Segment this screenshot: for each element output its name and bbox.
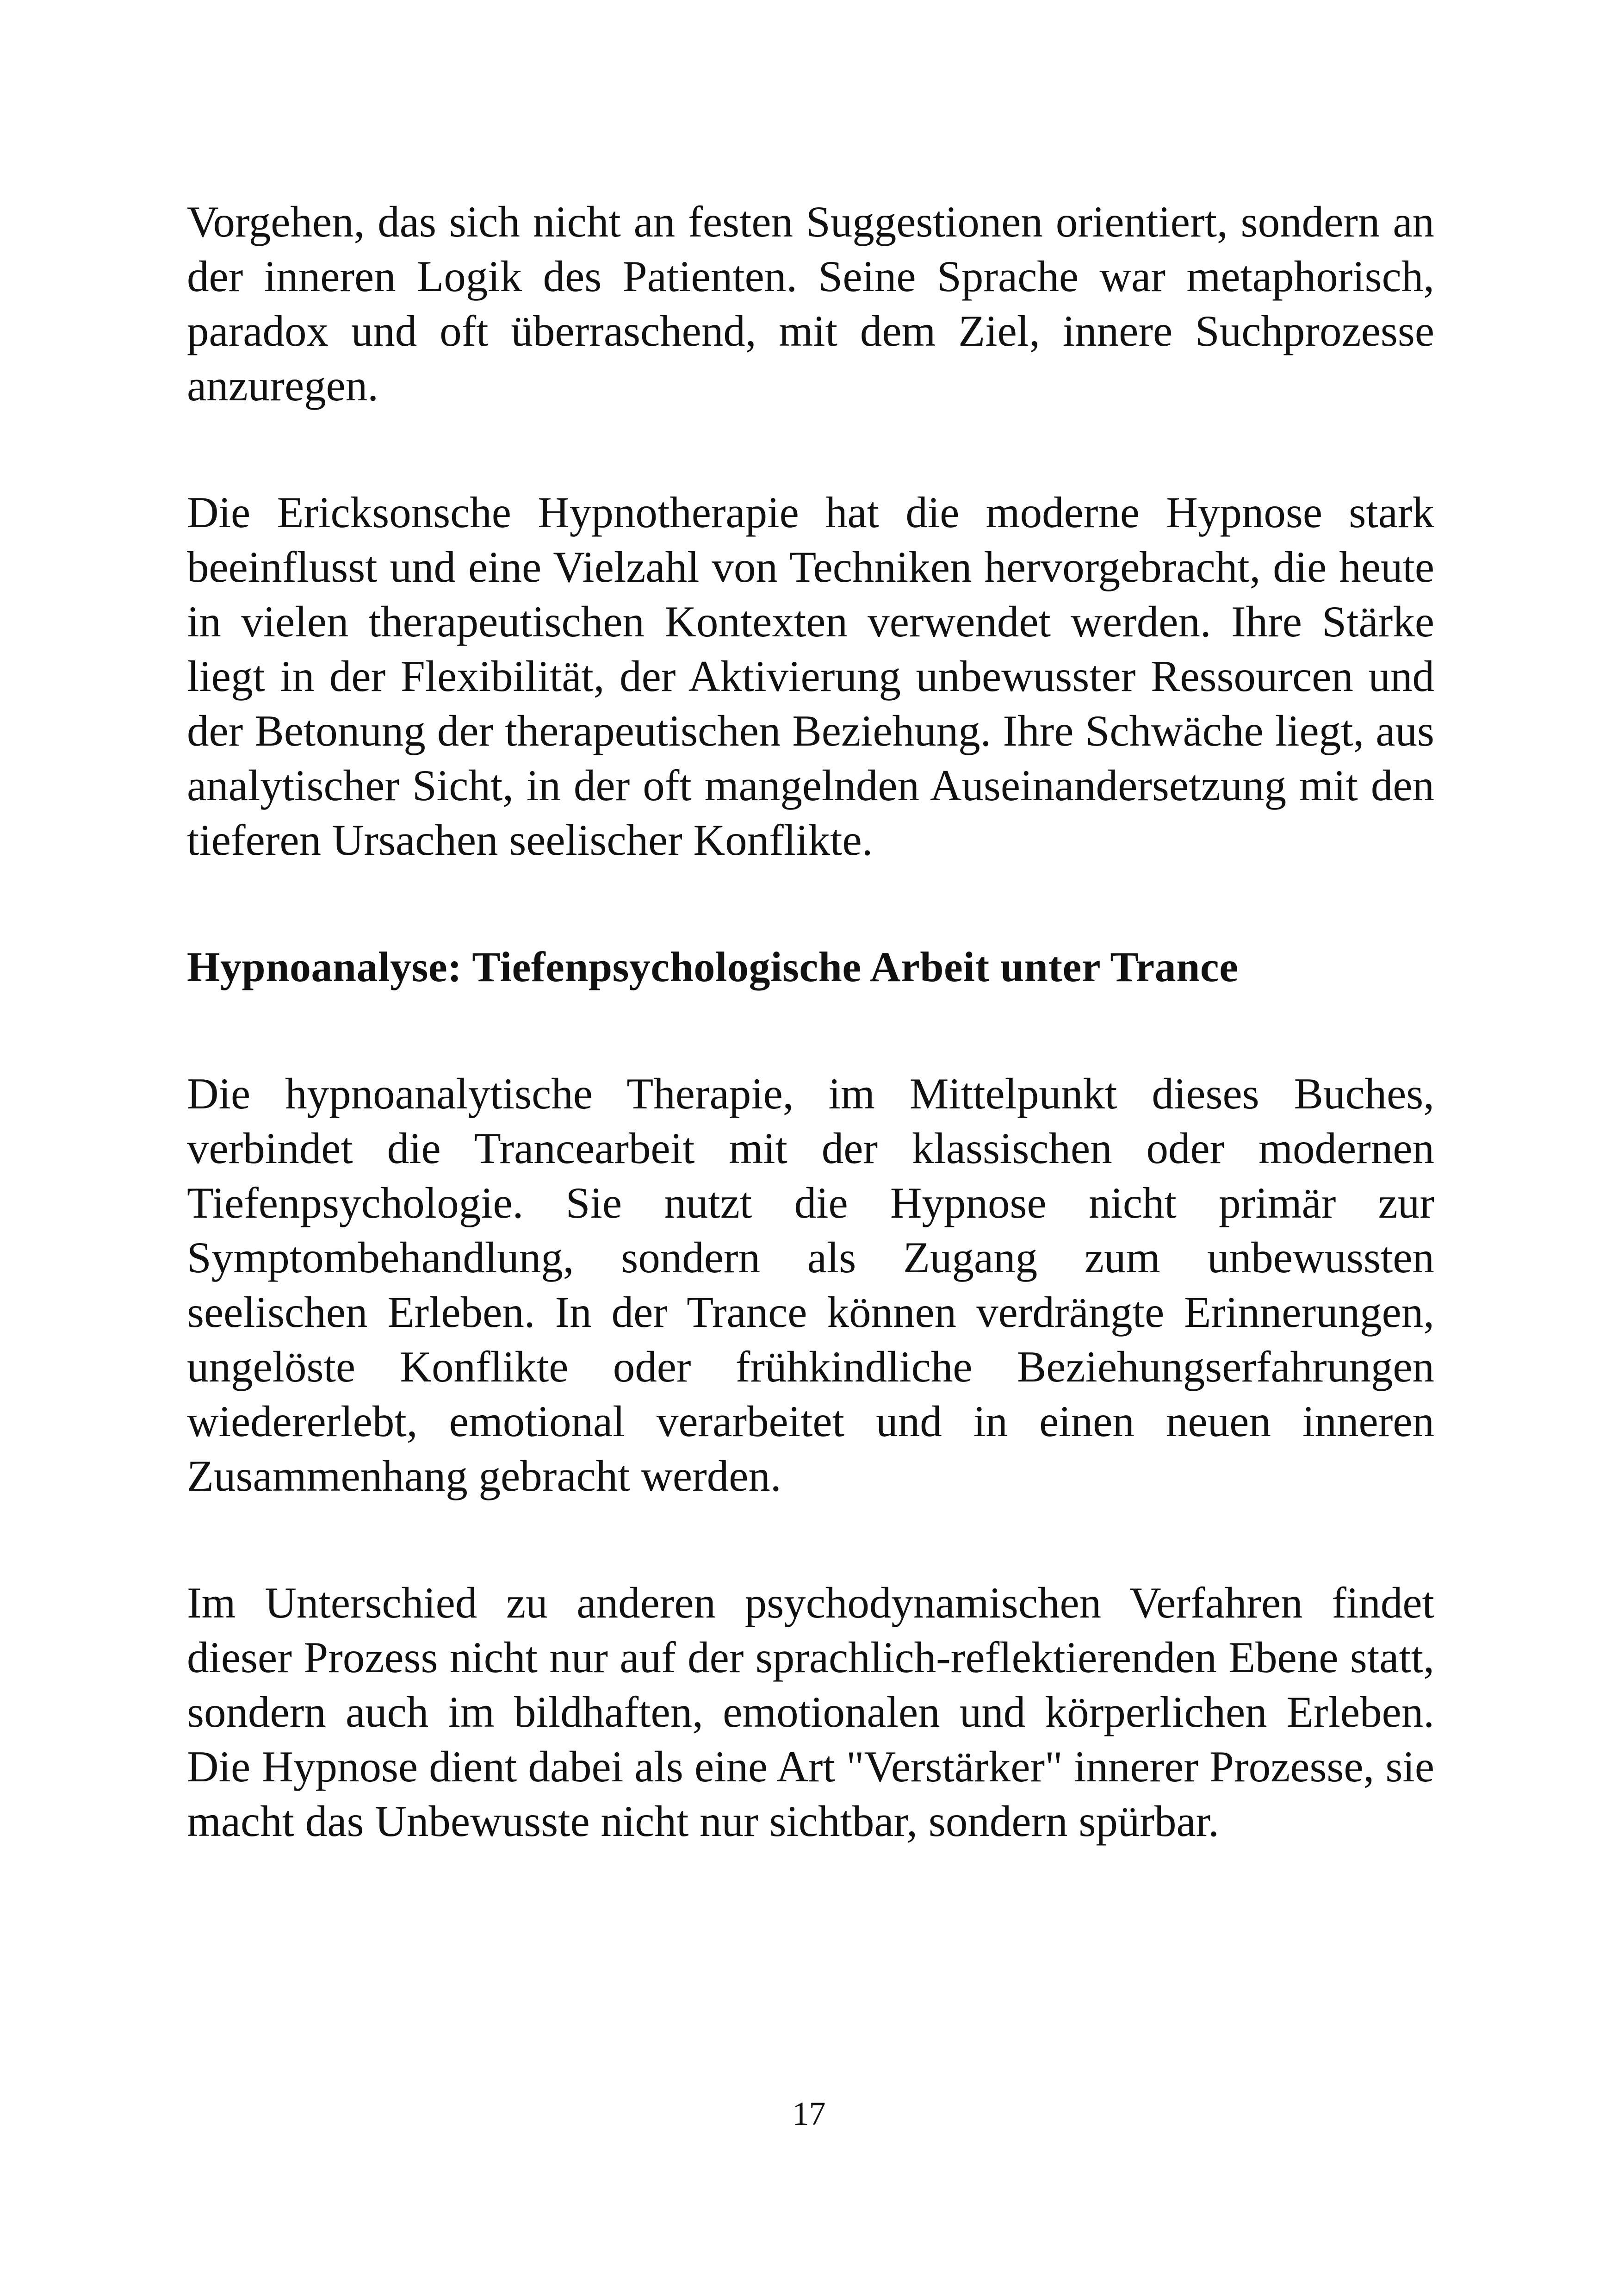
paragraph-1: Vorgehen, das sich nicht an festen Suggestionen orientiert, sondern an der inneren Logik des Patienten. Seine Sprache war metaphorisch, paradox und oft überraschend, mit dem Ziel, innere Suchprozesse anzuregen. — [187, 197, 1434, 410]
paragraph-4: Im Unterschied zu anderen psychodynamischen Verfahren findet dieser Prozess nicht nur auf der sprachlich-reflektierenden Ebene statt, sondern auch im bildhaften, emotionalen und körperlichen Erleben. Die Hypnose dient dabei als eine Art "Verstärker" innerer Prozesse, sie macht das Unbewusste nicht nur sichtbar, sondern spürbar. — [187, 1578, 1434, 1846]
text-column — [187, 194, 1434, 1848]
page-number: 17 — [792, 2095, 826, 2132]
paragraph-2: Die Ericksonsche Hypnotherapie hat die moderne Hypnose stark beeinflusst und eine Vielzahl von Techniken hervorgebracht, die heute in vielen therapeutischen Kontexten verwendet werden. Ihre Stärke liegt in der Flexibilität, der Aktivierung unbewusster Ressourcen und der Betonung der therapeutischen Beziehung. Ihre Schwäche liegt, aus analytischer Sicht, in der oft mangelnden Auseinandersetzung mit den tieferen Ursachen seelischer Konflikte. — [187, 488, 1434, 865]
paragraph-3: Die hypnoanalytische Therapie, im Mittelpunkt dieses Buches, verbindet die Trancearbeit mit der klassischen oder modernen Tiefenpsychologie. Sie nutzt die Hypnose nicht primär zur Symptombehandlung, sondern als Zugang zum unbewussten seelischen Erleben. In der Trance können verdrängte Erinnerungen, ungelöste Konflikte oder frühkindliche Beziehungserfahrungen wiedererlebt, emotional verarbeitet und in einen neuen inneren Zusammenhang gebracht werden. — [187, 1069, 1434, 1500]
section-heading: Hypnoanalyse: Tiefenpsychologische Arbeit unter Trance — [187, 943, 1239, 990]
